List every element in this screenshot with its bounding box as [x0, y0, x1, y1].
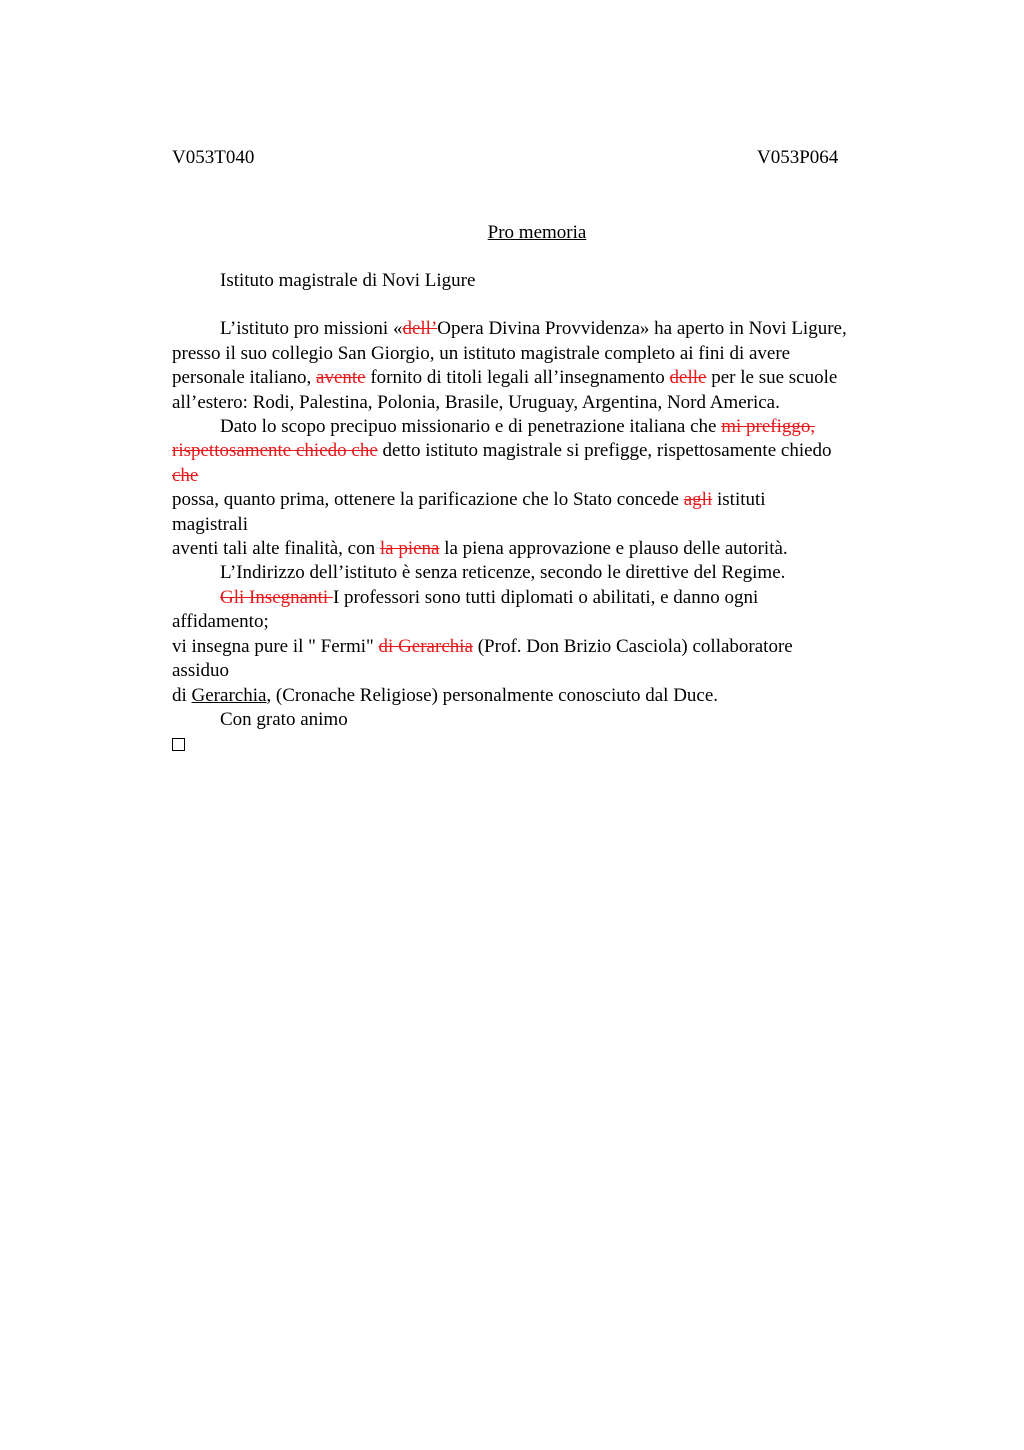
- deleted-text: di Gerarchia: [378, 635, 473, 657]
- deleted-text: la piena: [379, 538, 440, 560]
- deleted-text: rispettosamente chiedo che: [172, 440, 378, 462]
- paragraph-1-line-1: [172, 317, 912, 341]
- paragraph-2-line-3: [172, 464, 912, 488]
- checkbox-line: [172, 732, 912, 758]
- spacer: [172, 293, 912, 317]
- paragraph-2-line-6: [172, 537, 912, 561]
- deleted-text: dell’: [402, 318, 438, 340]
- document-code-left: V053T040: [172, 147, 255, 168]
- underlined-text: Gerarchia: [191, 684, 267, 706]
- text-run: la piena approvazione e plauso delle autorità.: [439, 538, 788, 560]
- paragraph-4-line-4: assiduo: [172, 660, 229, 682]
- text-run: , (Cronache Religiose) personalmente conosciuto dal Duce.: [266, 684, 719, 706]
- text-run: istituti: [712, 489, 766, 511]
- text-run: di: [172, 684, 192, 706]
- paragraph-4-line-1: [172, 586, 912, 610]
- paragraph-3: L’Indirizzo dell’istituto è senza reticenze, secondo le direttive del Regime.: [220, 562, 786, 584]
- text-run: vi insegna pure il " Fermi": [172, 635, 379, 657]
- text-run: fornito di titoli legali all’insegnamento: [365, 367, 670, 389]
- text-run: personale italiano,: [172, 367, 317, 389]
- paragraph-4-line-2: affidamento;: [172, 611, 269, 633]
- text-run: possa, quanto prima, ottenere la parificazione che lo Stato concede: [172, 489, 684, 511]
- deleted-text: mi prefiggo,: [721, 416, 816, 438]
- document-body: [172, 269, 912, 759]
- subject-line: Istituto magistrale di Novi Ligure: [220, 270, 476, 291]
- paragraph-4-line-5: [172, 684, 912, 708]
- text-run: L’istituto pro missioni «: [220, 318, 403, 340]
- paragraph-2-line-5: magistrali: [172, 513, 248, 535]
- text-run: Opera Divina Provvidenza» ha aperto in Novi Ligure,: [437, 318, 847, 340]
- text-run: aventi tali alte finalità, con: [172, 538, 380, 560]
- deleted-text: Gli Insegnanti: [220, 586, 333, 608]
- paragraph-4-line-3: [172, 635, 912, 659]
- paragraph-2-line-2: [172, 439, 912, 463]
- paragraph-1-line-4: all’estero: Rodi, Palestina, Polonia, Brasile, Uruguay, Argentina, Nord America.: [172, 391, 780, 413]
- checkbox-icon[interactable]: [172, 738, 185, 751]
- paragraph-2-line-1: [172, 415, 912, 439]
- paragraph-2-line-4: [172, 488, 912, 512]
- deleted-text: che: [172, 464, 199, 486]
- text-run: (Prof. Don Brizio Casciola) collaboratore: [472, 635, 793, 657]
- document-title: Pro memoria: [487, 222, 587, 243]
- text-run: detto istituto magistrale si prefigge, rispettosamente chiedo: [377, 440, 832, 462]
- text-run: Dato lo scopo precipuo missionario e di penetrazione italiana che: [220, 416, 722, 438]
- deleted-text: delle: [669, 367, 707, 389]
- deleted-text: avente: [316, 367, 366, 389]
- paragraph-1-line-2: presso il suo collegio San Giorgio, un istituto magistrale completo ai fini di avere: [172, 342, 791, 364]
- paragraph-1-line-3: [172, 366, 912, 390]
- document-code-right: V053P064: [757, 147, 839, 168]
- deleted-text: agli: [683, 489, 713, 511]
- text-run: I professori sono tutti diplomati o abilitati, e danno ogni: [332, 586, 759, 608]
- closing-line: Con grato animo: [220, 708, 348, 730]
- text-run: per le sue scuole: [706, 367, 838, 389]
